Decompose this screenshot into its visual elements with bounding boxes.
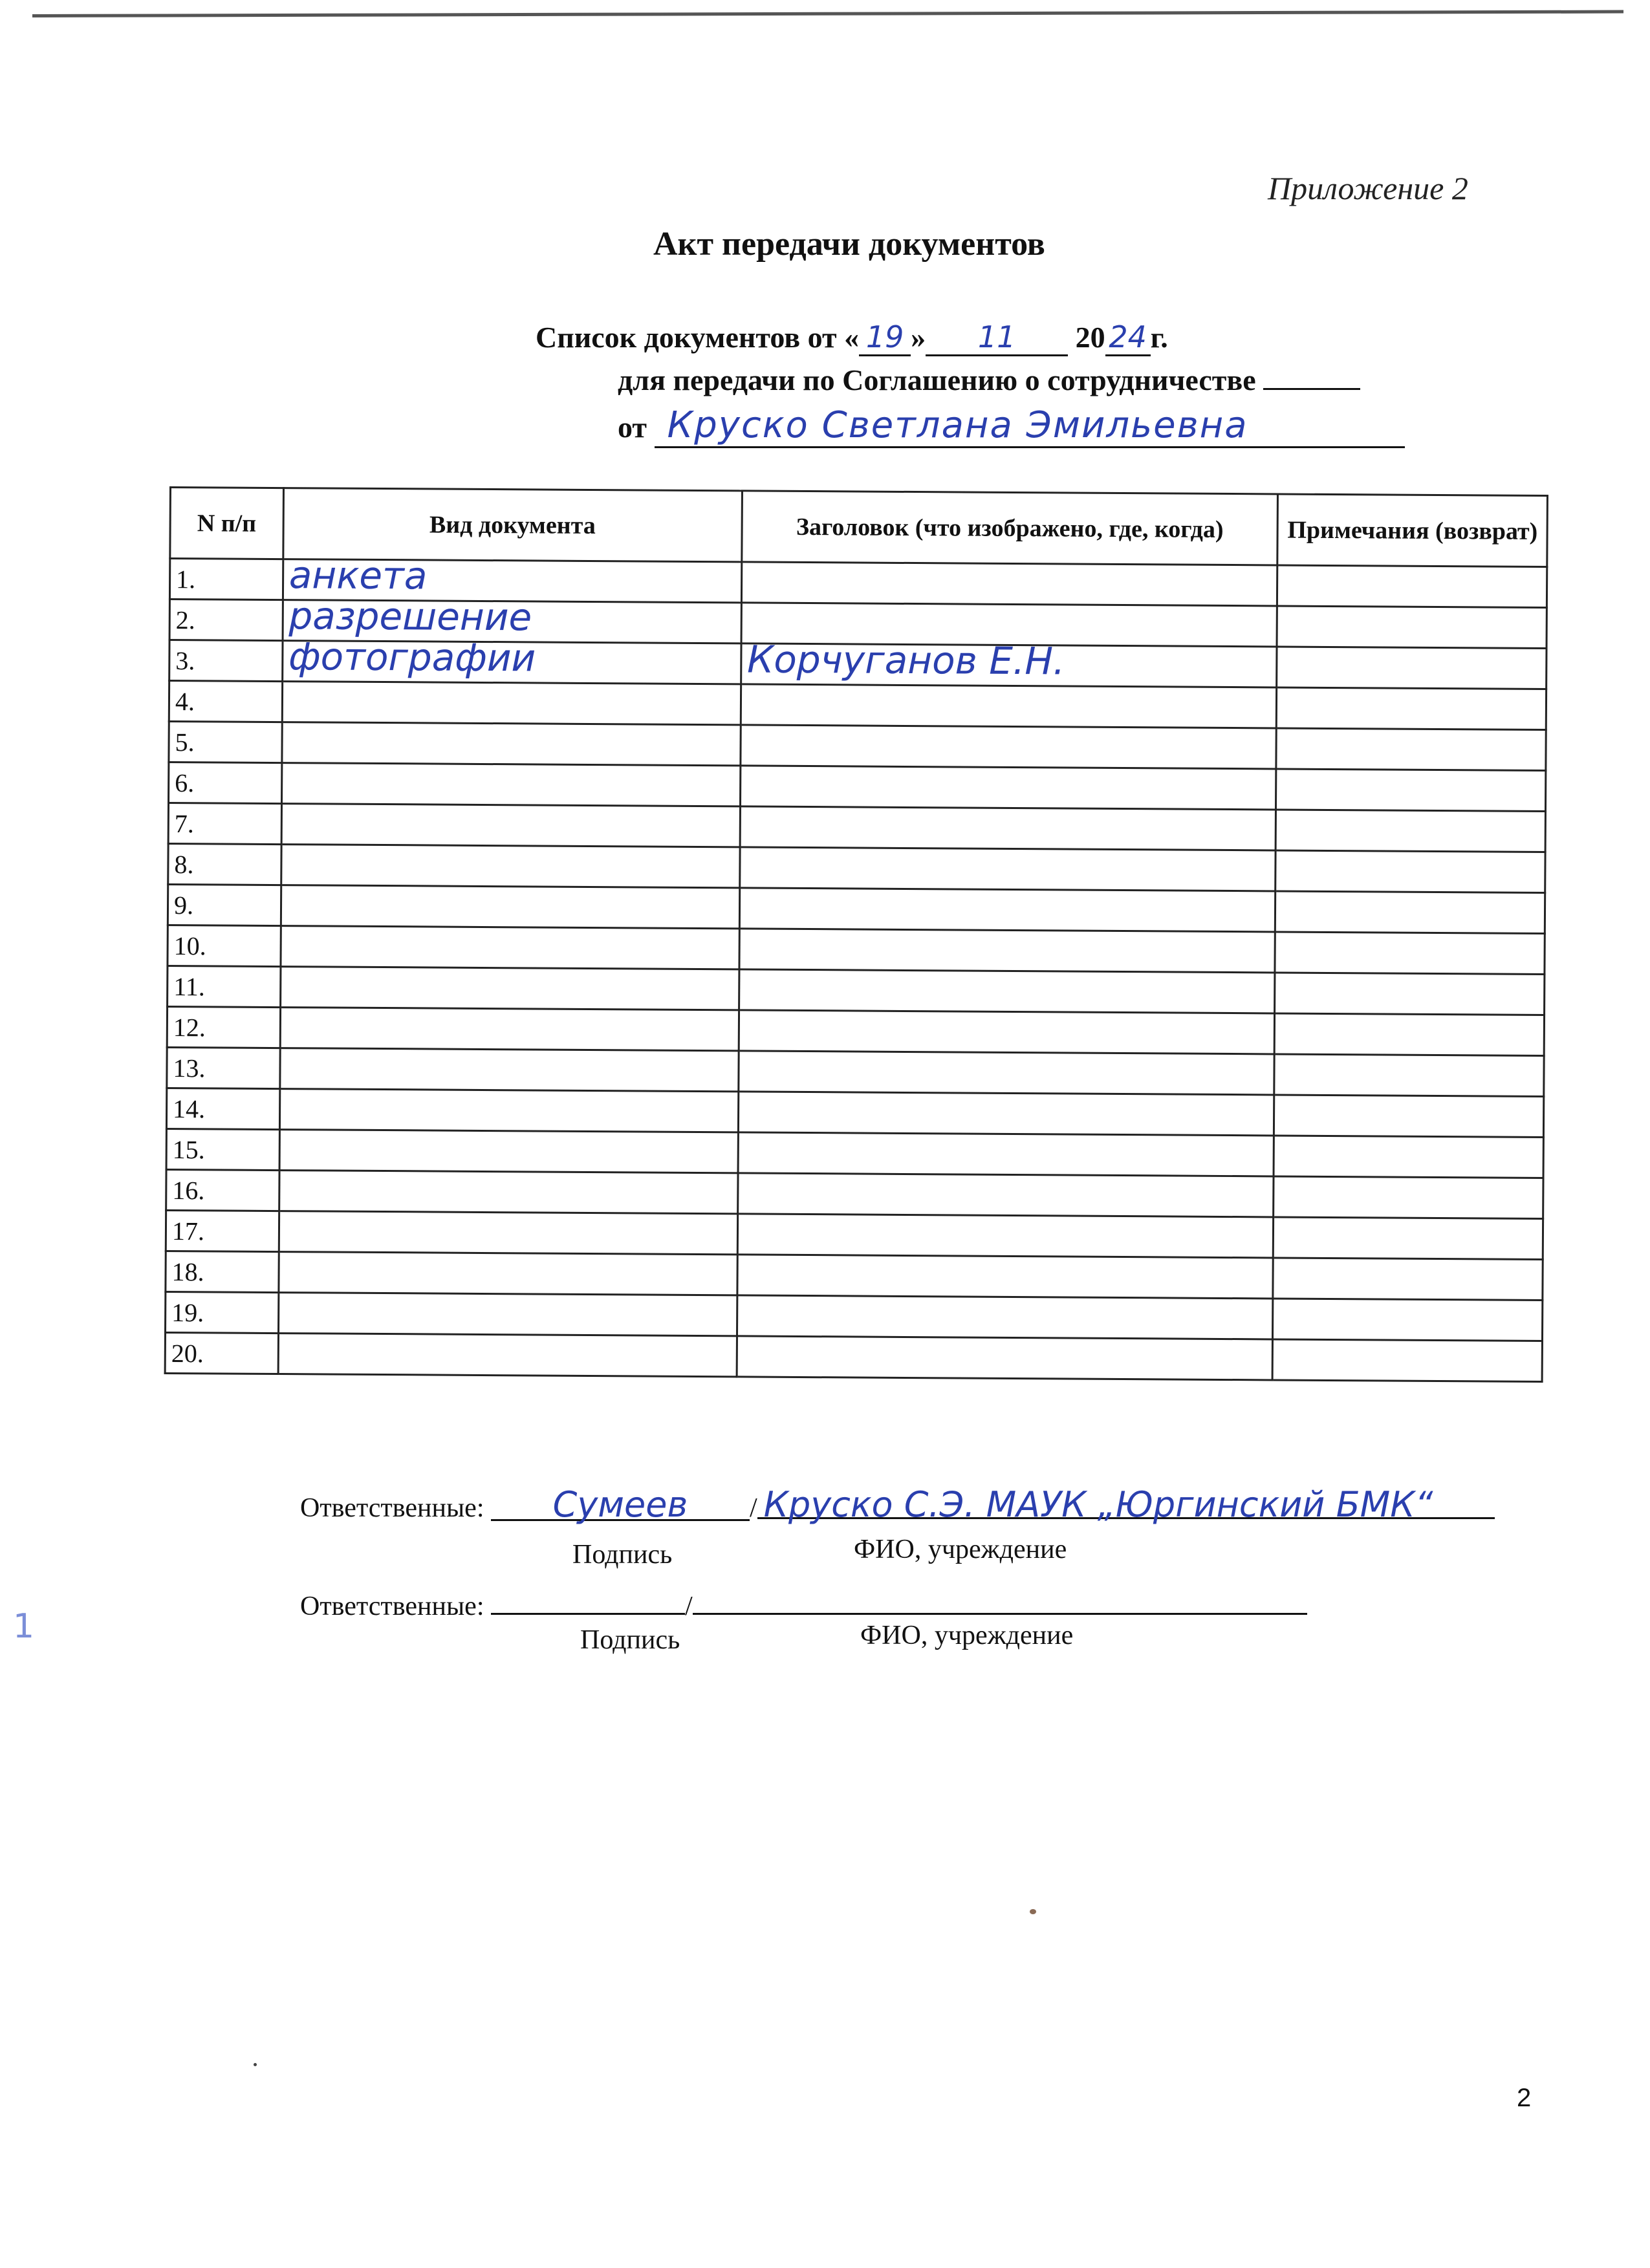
row-type-cell: [280, 1008, 739, 1051]
responsible-2-signature-caption: Подпись: [580, 1625, 680, 1655]
row-number: 3.: [169, 640, 283, 682]
row-title-cell: [737, 1173, 1274, 1217]
row-title-cell: [739, 888, 1275, 932]
row-type-cell: [281, 845, 739, 888]
row-type-cell: [282, 682, 741, 725]
row-title-cell: [741, 637, 1277, 687]
year-suffix-handwritten: 24: [1109, 319, 1147, 354]
year-suffix-label: г.: [1150, 321, 1168, 354]
row-note-cell: [1274, 1136, 1543, 1178]
row-number: 16.: [166, 1169, 279, 1211]
from-line: [618, 404, 1405, 448]
row-note-cell: [1273, 1299, 1543, 1341]
row-title-cell: [739, 1010, 1275, 1054]
row-title-cell: [741, 562, 1277, 606]
appendix-label: Приложение 2: [1268, 170, 1468, 206]
responsible-1-fio-caption: ФИО, учреждение: [854, 1535, 1067, 1564]
responsible-1-label: Ответственные:: [300, 1493, 484, 1523]
documents-table: [164, 486, 1548, 1383]
from-prefix: от: [618, 411, 647, 444]
row-title-cell: [740, 766, 1276, 810]
row-number: 13.: [167, 1047, 280, 1088]
row-type-cell: [280, 967, 739, 1010]
row-type-cell: [278, 1293, 737, 1336]
row-number: 10.: [168, 925, 281, 966]
row-type-cell: [281, 804, 740, 847]
row-title-cell: [740, 847, 1276, 891]
year-prefix: 20: [1075, 321, 1105, 354]
row-title-cell: [738, 1092, 1274, 1136]
row-note-cell: [1274, 1217, 1543, 1260]
responsible-2-separator: /: [684, 1592, 693, 1621]
row-title-cell: [737, 1295, 1273, 1339]
row-note-cell: [1275, 932, 1545, 975]
list-date-mid: »: [911, 321, 926, 354]
responsible-1-line: [300, 1484, 1495, 1524]
row-type-handwritten: анкета: [288, 553, 428, 598]
row-number: 19.: [166, 1291, 279, 1333]
row-note-cell: [1276, 769, 1546, 812]
date-month-handwritten: 11: [977, 319, 1016, 354]
row-number: 18.: [166, 1251, 279, 1292]
row-title-cell: [737, 1214, 1274, 1258]
row-number: 15.: [166, 1129, 279, 1170]
row-type-cell: [279, 1130, 738, 1173]
header-number: N п/п: [170, 488, 283, 559]
responsible-2-signature-blank: [491, 1578, 685, 1615]
list-date-line: [536, 319, 1168, 356]
row-title-handwritten: Корчуганов Е.Н.: [746, 637, 1065, 684]
row-type-cell: [279, 1252, 737, 1295]
responsible-2-label: Ответственные:: [300, 1592, 484, 1621]
list-date-prefix: Список документов от «: [536, 321, 860, 354]
responsible-2-fio-caption: ФИО, учреждение: [860, 1621, 1074, 1650]
document-title: Акт передачи документов: [653, 226, 1045, 263]
row-title-cell: [741, 725, 1277, 769]
row-number: 1.: [169, 559, 283, 600]
row-note-cell: [1275, 1013, 1545, 1056]
header-title: Заголовок (что изображено, где, когда): [742, 491, 1278, 565]
scan-speck: [254, 2063, 257, 2066]
header-document-type: Вид документа: [283, 488, 743, 562]
responsible-1-signature: Сумеев: [552, 1484, 688, 1525]
row-note-cell: [1277, 565, 1547, 608]
row-note-cell: [1277, 687, 1547, 730]
date-day-handwritten: 19: [865, 319, 904, 354]
from-name-handwritten: Круско Светлана Эмильевна: [667, 404, 1248, 446]
row-type-cell: [282, 634, 741, 684]
row-note-cell: [1275, 973, 1545, 1015]
row-type-handwritten: разрешение: [288, 594, 532, 640]
row-note-cell: [1273, 1339, 1543, 1382]
row-type-cell: [279, 1171, 737, 1214]
row-number: 6.: [169, 762, 282, 804]
row-number: 12.: [167, 1006, 280, 1048]
table-row: [165, 1332, 1542, 1381]
row-title-cell: [739, 969, 1275, 1013]
row-note-cell: [1275, 850, 1545, 893]
agreement-text: для передачи по Соглашению о сотрудничестве: [618, 363, 1256, 396]
row-number: 20.: [165, 1332, 278, 1374]
margin-pencil-mark: 1: [13, 1607, 35, 1646]
row-title-cell: [737, 1336, 1273, 1380]
row-type-handwritten: фотографии: [288, 634, 536, 680]
row-note-cell: [1274, 1095, 1544, 1138]
row-note-cell: [1274, 1176, 1543, 1219]
row-number: 9.: [168, 884, 281, 925]
row-type-cell: [281, 763, 740, 806]
page-number: 2: [1517, 2084, 1532, 2112]
row-note-cell: [1276, 728, 1546, 771]
row-note-cell: [1277, 647, 1547, 689]
row-title-cell: [741, 684, 1277, 728]
responsible-1-separator: /: [749, 1493, 757, 1523]
row-type-cell: [279, 1089, 738, 1132]
scan-speck: [1030, 1909, 1036, 1914]
row-title-cell: [738, 1132, 1274, 1176]
row-title-cell: [740, 806, 1276, 850]
row-type-cell: [278, 1334, 737, 1377]
row-title-cell: [739, 1051, 1275, 1095]
agreement-number-blank: [1263, 362, 1360, 390]
row-number: 8.: [168, 843, 281, 885]
responsible-1-signature-caption: Подпись: [572, 1540, 673, 1570]
row-type-cell: [279, 1211, 737, 1255]
header-notes: Примечания (возврат): [1277, 494, 1547, 567]
agreement-line: [618, 362, 1360, 397]
row-type-cell: [281, 885, 739, 929]
row-note-cell: [1276, 810, 1546, 852]
row-number: 7.: [168, 803, 281, 845]
row-type-cell: [280, 1048, 739, 1092]
responsible-2-fio-blank: [693, 1580, 1307, 1615]
row-title-cell: [737, 1255, 1274, 1299]
row-title-cell: [739, 929, 1275, 973]
row-number: 5.: [169, 722, 282, 763]
row-type-cell: [281, 926, 739, 969]
row-number: 2.: [169, 599, 283, 641]
row-note-cell: [1275, 891, 1545, 934]
row-number: 11.: [168, 966, 281, 1007]
row-type-cell: [282, 722, 741, 766]
row-note-cell: [1274, 1054, 1544, 1097]
row-note-cell: [1277, 606, 1547, 649]
row-number: 14.: [166, 1088, 279, 1129]
row-number: 17.: [166, 1210, 279, 1251]
row-number: 4.: [169, 681, 282, 722]
responsible-1-fio-handwritten: Круско С.Э. МАУК „Юргинский БМК“: [763, 1484, 1433, 1525]
row-note-cell: [1273, 1258, 1543, 1301]
responsible-2-line: [300, 1578, 1307, 1622]
